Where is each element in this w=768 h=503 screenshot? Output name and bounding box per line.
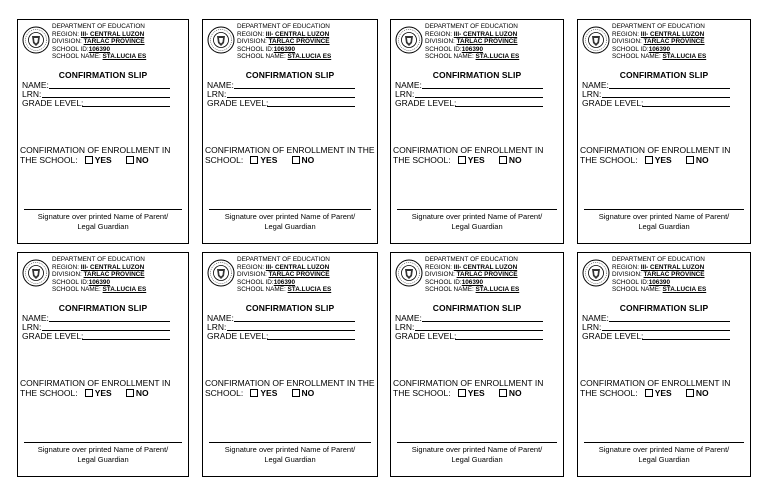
yes-checkbox[interactable] <box>250 156 258 164</box>
dept-name: DEPARTMENT OF EDUCATION <box>237 256 330 263</box>
confirmation-slip-8 <box>577 252 751 477</box>
enrollment-confirmation <box>205 378 375 398</box>
name-line <box>234 88 355 89</box>
school-id-row: SCHOOL ID:106390 <box>52 45 111 53</box>
confirmation-slip-6 <box>202 252 378 477</box>
school-name-value: STA.LUCIA ES <box>102 286 147 294</box>
deped-seal-icon <box>207 259 235 287</box>
region-row: REGION: III- CENTRAL LUZON <box>52 30 145 38</box>
no-checkbox[interactable] <box>292 156 300 164</box>
yes-label: YES <box>94 155 112 165</box>
name-field[interactable]: NAME: <box>207 313 234 323</box>
grade-level-line <box>267 339 355 340</box>
division-value: TARLAC PROVINCE <box>83 38 145 46</box>
name-line <box>422 321 543 322</box>
confirm-text: CONFIRMATION OF ENROLLMENT IN THE SCHOOL: <box>393 145 544 165</box>
grade-level-field[interactable]: GRADE LEVEL: <box>582 331 643 341</box>
school-id-value: 106390 <box>461 278 484 286</box>
no-checkbox[interactable] <box>499 389 507 397</box>
grade-level-field[interactable]: GRADE LEVEL: <box>22 331 83 341</box>
school-id-row: SCHOOL ID:106390 <box>612 278 671 286</box>
school-id-value: 106390 <box>273 45 296 53</box>
deped-seal-icon <box>207 26 235 54</box>
school-id-row: SCHOOL ID:106390 <box>52 278 111 286</box>
grade-level-line <box>455 339 543 340</box>
signature-caption: Signature over printed Name of Parent/ Legal Guardian <box>598 445 730 464</box>
slip-header <box>52 256 146 294</box>
region-row: REGION: III- CENTRAL LUZON <box>425 30 518 38</box>
school-name-value: STA.LUCIA ES <box>662 286 707 294</box>
lrn-field[interactable]: LRN: <box>582 322 601 332</box>
enrollment-confirmation <box>580 378 748 398</box>
confirm-text: CONFIRMATION OF ENROLLMENT IN THE SCHOOL: <box>20 378 171 398</box>
division-row: DIVISION: TARLAC PROVINCE <box>425 38 518 46</box>
school-id-value: 106390 <box>648 45 671 53</box>
yes-label: YES <box>467 155 485 165</box>
grade-level-field[interactable]: GRADE LEVEL: <box>207 331 268 341</box>
name-line <box>609 88 730 89</box>
no-label: NO <box>301 155 315 165</box>
division-row: DIVISION: TARLAC PROVINCE <box>425 271 518 279</box>
name-field[interactable]: NAME: <box>207 80 234 90</box>
region-value: III- CENTRAL LUZON <box>80 30 145 38</box>
grade-level-line <box>642 339 730 340</box>
school-id-row: SCHOOL ID:106390 <box>612 45 671 53</box>
signature-line[interactable] <box>209 442 371 443</box>
yes-checkbox[interactable] <box>85 156 93 164</box>
signature-line[interactable] <box>584 209 744 210</box>
signature-line[interactable] <box>584 442 744 443</box>
division-value: TARLAC PROVINCE <box>456 38 518 46</box>
signature-line[interactable] <box>397 209 557 210</box>
name-field[interactable]: NAME: <box>395 313 422 323</box>
slip-header <box>237 256 331 294</box>
slip-title: CONFIRMATION SLIP <box>432 70 522 80</box>
division-value: TARLAC PROVINCE <box>456 271 518 279</box>
school-name-row: SCHOOL NAME: STA.LUCIA ES <box>612 286 707 294</box>
lrn-field[interactable]: LRN: <box>207 89 226 99</box>
confirm-text: CONFIRMATION OF ENROLLMENT IN THE SCHOOL: <box>393 378 544 398</box>
slip-title: CONFIRMATION SLIP <box>58 303 148 313</box>
dept-name: DEPARTMENT OF EDUCATION <box>612 23 705 30</box>
no-checkbox[interactable] <box>499 156 507 164</box>
yes-label: YES <box>654 155 672 165</box>
signature-line[interactable] <box>397 442 557 443</box>
enrollment-confirmation <box>393 378 561 398</box>
lrn-field[interactable]: LRN: <box>582 89 601 99</box>
division-value: TARLAC PROVINCE <box>643 271 705 279</box>
lrn-field[interactable]: LRN: <box>395 89 414 99</box>
slip-header <box>425 256 519 294</box>
yes-checkbox[interactable] <box>85 389 93 397</box>
slip-header <box>425 23 519 61</box>
no-label: NO <box>695 388 709 398</box>
dept-name: DEPARTMENT OF EDUCATION <box>237 23 330 30</box>
grade-level-field[interactable]: GRADE LEVEL: <box>22 98 83 108</box>
name-field[interactable]: NAME: <box>22 313 49 323</box>
school-id-value: 106390 <box>273 278 296 286</box>
enrollment-confirmation <box>20 145 186 165</box>
name-line <box>234 321 355 322</box>
no-label: NO <box>508 155 522 165</box>
school-name-value: STA.LUCIA ES <box>475 286 520 294</box>
lrn-field[interactable]: LRN: <box>395 322 414 332</box>
confirm-text: CONFIRMATION OF ENROLLMENT IN THE SCHOOL: <box>205 145 375 165</box>
school-name-value: STA.LUCIA ES <box>662 53 707 61</box>
grade-level-field[interactable]: GRADE LEVEL: <box>207 98 268 108</box>
division-row: DIVISION: TARLAC PROVINCE <box>52 271 145 279</box>
slip-header <box>612 256 706 294</box>
grade-level-line <box>455 106 543 107</box>
enrollment-confirmation <box>20 378 186 398</box>
enrollment-confirmation <box>205 145 375 165</box>
slip-title: CONFIRMATION SLIP <box>619 303 709 313</box>
slip-title: CONFIRMATION SLIP <box>619 70 709 80</box>
region-value: III- CENTRAL LUZON <box>80 263 145 271</box>
division-value: TARLAC PROVINCE <box>83 271 145 279</box>
slip-title: CONFIRMATION SLIP <box>58 70 148 80</box>
confirm-text: CONFIRMATION OF ENROLLMENT IN THE SCHOOL: <box>580 145 731 165</box>
division-row: DIVISION: TARLAC PROVINCE <box>52 38 145 46</box>
confirm-text: CONFIRMATION OF ENROLLMENT IN THE SCHOOL: <box>20 145 171 165</box>
signature-line[interactable] <box>24 209 182 210</box>
yes-checkbox[interactable] <box>458 389 466 397</box>
no-label: NO <box>695 155 709 165</box>
grade-level-field[interactable]: GRADE LEVEL: <box>395 331 456 341</box>
confirmation-slip-3 <box>390 19 564 244</box>
name-line <box>422 88 543 89</box>
dept-name: DEPARTMENT OF EDUCATION <box>425 256 518 263</box>
signature-caption: Signature over printed Name of Parent/ Legal Guardian <box>598 212 730 231</box>
region-row: REGION: III- CENTRAL LUZON <box>237 30 330 38</box>
slip-title: CONFIRMATION SLIP <box>245 70 335 80</box>
school-name-row: SCHOOL NAME: STA.LUCIA ES <box>237 286 332 294</box>
grade-level-field[interactable]: GRADE LEVEL: <box>582 98 643 108</box>
region-row: REGION: III- CENTRAL LUZON <box>612 263 705 271</box>
signature-caption: Signature over printed Name of Parent/ Legal Guardian <box>37 212 169 231</box>
grade-level-field[interactable]: GRADE LEVEL: <box>395 98 456 108</box>
yes-label: YES <box>654 388 672 398</box>
slip-header <box>52 23 146 61</box>
confirmation-slip-7 <box>390 252 564 477</box>
grade-level-line <box>267 106 355 107</box>
school-name-row: SCHOOL NAME: STA.LUCIA ES <box>425 286 520 294</box>
name-line <box>49 88 170 89</box>
grade-level-line <box>82 339 170 340</box>
grade-level-line <box>642 106 730 107</box>
dept-name: DEPARTMENT OF EDUCATION <box>612 256 705 263</box>
region-value: III- CENTRAL LUZON <box>265 30 330 38</box>
deped-seal-icon <box>22 259 50 287</box>
yes-checkbox[interactable] <box>645 156 653 164</box>
grade-level-line <box>82 106 170 107</box>
division-row: DIVISION: TARLAC PROVINCE <box>237 38 330 46</box>
school-id-value: 106390 <box>648 278 671 286</box>
yes-checkbox[interactable] <box>645 389 653 397</box>
school-name-row: SCHOOL NAME: STA.LUCIA ES <box>52 286 147 294</box>
region-row: REGION: III- CENTRAL LUZON <box>425 263 518 271</box>
division-value: TARLAC PROVINCE <box>268 271 330 279</box>
name-line <box>609 321 730 322</box>
school-name-value: STA.LUCIA ES <box>475 53 520 61</box>
deped-seal-icon <box>395 259 423 287</box>
name-field[interactable]: NAME: <box>582 313 609 323</box>
no-checkbox[interactable] <box>126 156 134 164</box>
no-label: NO <box>301 388 315 398</box>
yes-label: YES <box>260 388 278 398</box>
confirmation-slip-4 <box>577 19 751 244</box>
school-name-row: SCHOOL NAME: STA.LUCIA ES <box>52 53 147 61</box>
no-label: NO <box>135 155 149 165</box>
region-value: III- CENTRAL LUZON <box>453 30 518 38</box>
no-checkbox[interactable] <box>686 389 694 397</box>
no-checkbox[interactable] <box>292 389 300 397</box>
yes-checkbox[interactable] <box>250 389 258 397</box>
dept-name: DEPARTMENT OF EDUCATION <box>52 23 145 30</box>
school-id-row: SCHOOL ID:106390 <box>425 278 484 286</box>
confirm-text: CONFIRMATION OF ENROLLMENT IN THE SCHOOL: <box>580 378 731 398</box>
enrollment-confirmation <box>393 145 561 165</box>
signature-line[interactable] <box>209 209 371 210</box>
deped-seal-icon <box>582 259 610 287</box>
region-row: REGION: III- CENTRAL LUZON <box>612 30 705 38</box>
lrn-field[interactable]: LRN: <box>207 322 226 332</box>
dept-name: DEPARTMENT OF EDUCATION <box>52 256 145 263</box>
name-field[interactable]: NAME: <box>395 80 422 90</box>
region-row: REGION: III- CENTRAL LUZON <box>237 263 330 271</box>
confirmation-slip-5 <box>17 252 189 477</box>
enrollment-confirmation <box>580 145 748 165</box>
region-value: III- CENTRAL LUZON <box>640 30 705 38</box>
division-value: TARLAC PROVINCE <box>643 38 705 46</box>
slip-header <box>237 23 331 61</box>
division-row: DIVISION: TARLAC PROVINCE <box>237 271 330 279</box>
signature-caption: Signature over printed Name of Parent/ Legal Guardian <box>411 212 543 231</box>
signature-caption: Signature over printed Name of Parent/ Legal Guardian <box>224 212 356 231</box>
region-value: III- CENTRAL LUZON <box>640 263 705 271</box>
name-field[interactable]: NAME: <box>22 80 49 90</box>
lrn-field[interactable]: LRN: <box>22 322 41 332</box>
yes-label: YES <box>94 388 112 398</box>
division-row: DIVISION: TARLAC PROVINCE <box>612 271 705 279</box>
signature-caption: Signature over printed Name of Parent/ Legal Guardian <box>224 445 356 464</box>
deped-seal-icon <box>395 26 423 54</box>
school-name-value: STA.LUCIA ES <box>287 53 332 61</box>
region-value: III- CENTRAL LUZON <box>453 263 518 271</box>
confirm-text: CONFIRMATION OF ENROLLMENT IN THE SCHOOL: <box>205 378 375 398</box>
slip-title: CONFIRMATION SLIP <box>432 303 522 313</box>
signature-caption: Signature over printed Name of Parent/ Legal Guardian <box>411 445 543 464</box>
school-id-value: 106390 <box>88 278 111 286</box>
no-label: NO <box>508 388 522 398</box>
name-field[interactable]: NAME: <box>582 80 609 90</box>
school-id-row: SCHOOL ID:106390 <box>237 278 296 286</box>
school-id-row: SCHOOL ID:106390 <box>425 45 484 53</box>
division-row: DIVISION: TARLAC PROVINCE <box>612 38 705 46</box>
confirmation-slip-2 <box>202 19 378 244</box>
region-value: III- CENTRAL LUZON <box>265 263 330 271</box>
school-name-value: STA.LUCIA ES <box>102 53 147 61</box>
yes-label: YES <box>260 155 278 165</box>
slip-header <box>612 23 706 61</box>
school-name-row: SCHOOL NAME: STA.LUCIA ES <box>612 53 707 61</box>
school-id-row: SCHOOL ID:106390 <box>237 45 296 53</box>
region-row: REGION: III- CENTRAL LUZON <box>52 263 145 271</box>
division-value: TARLAC PROVINCE <box>268 38 330 46</box>
signature-caption: Signature over printed Name of Parent/ Legal Guardian <box>37 445 169 464</box>
school-name-row: SCHOOL NAME: STA.LUCIA ES <box>237 53 332 61</box>
no-label: NO <box>135 388 149 398</box>
school-name-value: STA.LUCIA ES <box>287 286 332 294</box>
signature-line[interactable] <box>24 442 182 443</box>
school-id-value: 106390 <box>461 45 484 53</box>
yes-label: YES <box>467 388 485 398</box>
school-id-value: 106390 <box>88 45 111 53</box>
dept-name: DEPARTMENT OF EDUCATION <box>425 23 518 30</box>
name-line <box>49 321 170 322</box>
no-checkbox[interactable] <box>126 389 134 397</box>
deped-seal-icon <box>22 26 50 54</box>
deped-seal-icon <box>582 26 610 54</box>
slip-title: CONFIRMATION SLIP <box>245 303 335 313</box>
no-checkbox[interactable] <box>686 156 694 164</box>
lrn-field[interactable]: LRN: <box>22 89 41 99</box>
yes-checkbox[interactable] <box>458 156 466 164</box>
school-name-row: SCHOOL NAME: STA.LUCIA ES <box>425 53 520 61</box>
confirmation-slip-1 <box>17 19 189 244</box>
